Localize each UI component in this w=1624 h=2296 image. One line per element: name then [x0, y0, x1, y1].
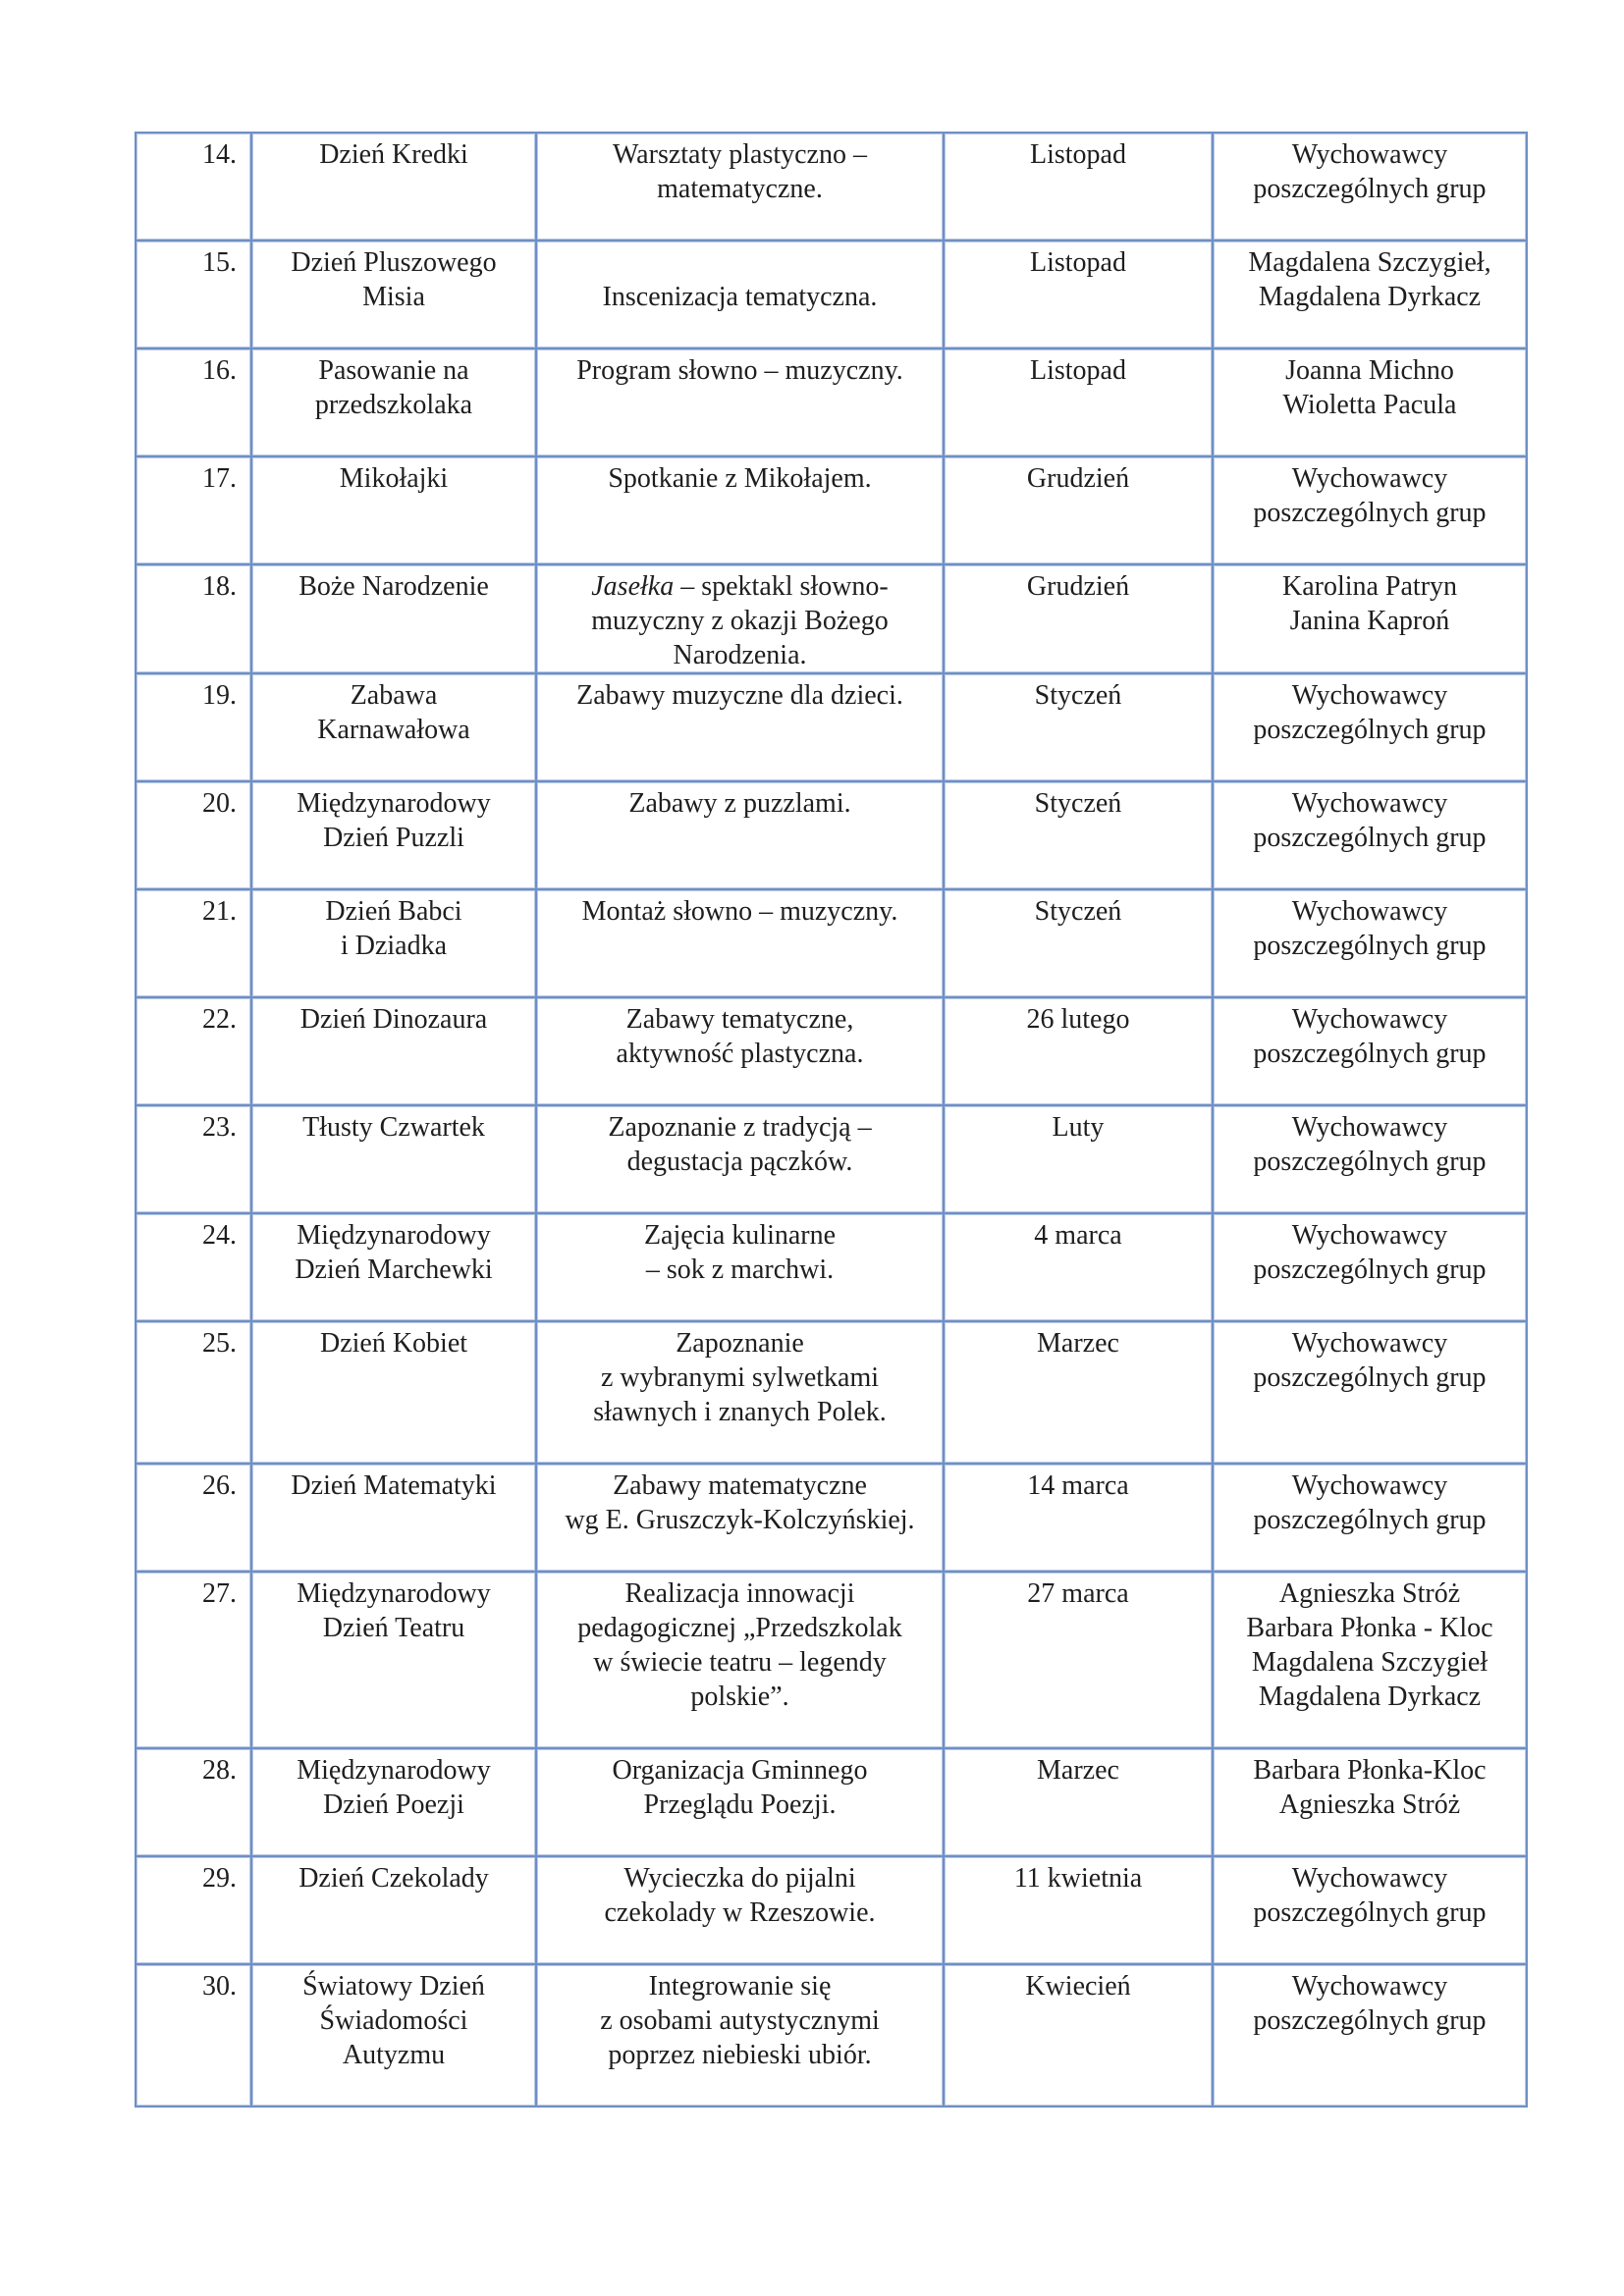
- event-date: Styczeń: [944, 781, 1213, 889]
- activity-description: Warsztaty plastyczno – matematyczne.: [536, 133, 944, 240]
- event-date: Styczeń: [944, 889, 1213, 997]
- activity-description: Zabawy tematyczne, aktywność plastyczna.: [536, 997, 944, 1105]
- activity-title: Jasełka: [591, 571, 675, 602]
- event-date: Styczeń: [944, 673, 1213, 781]
- activity-description: Spotkanie z Mikołajem.: [536, 456, 944, 564]
- event-name: Mikołajki: [251, 456, 536, 564]
- row-number: 20.: [135, 781, 251, 889]
- table-row: [135, 133, 1527, 240]
- event-date: Listopad: [944, 348, 1213, 456]
- event-name: Dzień Babci i Dziadka: [251, 889, 536, 997]
- event-name: Dzień Pluszowego Misia: [251, 240, 536, 348]
- event-name: Dzień Matematyki: [251, 1464, 536, 1572]
- event-date: Luty: [944, 1105, 1213, 1213]
- activity-description: Wycieczka do pijalni czekolady w Rzeszowie.: [536, 1856, 944, 1964]
- event-date: 11 kwietnia: [944, 1856, 1213, 1964]
- event-date: 27 marca: [944, 1572, 1213, 1748]
- responsible-persons: Wychowawcy poszczególnych grup: [1213, 781, 1527, 889]
- event-date: 14 marca: [944, 1464, 1213, 1572]
- event-name: Dzień Dinozaura: [251, 997, 536, 1105]
- event-date: 26 lutego: [944, 997, 1213, 1105]
- table-row: [135, 348, 1527, 456]
- table-row: [135, 1748, 1527, 1856]
- activity-description: Zabawy matematyczne wg E. Gruszczyk-Kolczyńskiej.: [536, 1464, 944, 1572]
- responsible-persons: Karolina Patryn Janina Kaproń: [1213, 564, 1527, 673]
- table-row: [135, 1572, 1527, 1748]
- table-row: [135, 673, 1527, 781]
- event-name: Dzień Kredki: [251, 133, 536, 240]
- activity-description: Program słowno – muzyczny.: [536, 348, 944, 456]
- activity-description: Realizacja innowacji pedagogicznej „Przedszkolak w świecie teatru – legendy polskie”.: [536, 1572, 944, 1748]
- table-row: [135, 564, 1527, 673]
- event-name: Boże Narodzenie: [251, 564, 536, 673]
- responsible-persons: Joanna Michno Wioletta Paculа: [1213, 348, 1527, 456]
- responsible-persons: Wychowawcy poszczególnych grup: [1213, 133, 1527, 240]
- row-number: 22.: [135, 997, 251, 1105]
- activity-description: Montaż słowno – muzyczny.: [536, 889, 944, 997]
- event-name: Międzynarodowy Dzień Teatru: [251, 1572, 536, 1748]
- row-number: 16.: [135, 348, 251, 456]
- event-date: Marzec: [944, 1321, 1213, 1464]
- responsible-persons: Wychowawcy poszczególnych grup: [1213, 1964, 1527, 2107]
- responsible-persons: Agnieszka Stróż Barbara Płonka - Kloc Magdalena Szczygieł Magdalena Dyrkacz: [1213, 1572, 1527, 1748]
- activity-description: [536, 564, 944, 673]
- responsible-persons: Magdalena Szczygieł, Magdalena Dyrkacz: [1213, 240, 1527, 348]
- table-row: [135, 240, 1527, 348]
- row-number: 17.: [135, 456, 251, 564]
- table-row: [135, 1213, 1527, 1321]
- row-number: 15.: [135, 240, 251, 348]
- activity-description: Zabawy z puzzlami.: [536, 781, 944, 889]
- table-row: [135, 1964, 1527, 2107]
- table-row: [135, 456, 1527, 564]
- responsible-persons: Wychowawcy poszczególnych grup: [1213, 673, 1527, 781]
- event-date: Grudzień: [944, 564, 1213, 673]
- event-name: Międzynarodowy Dzień Marchewki: [251, 1213, 536, 1321]
- activity-text: – spektakl słowno- muzyczny z okazji Bożego Narodzenia.: [591, 571, 889, 670]
- row-number: 14.: [135, 133, 251, 240]
- event-name: Pasowanie na przedszkolaka: [251, 348, 536, 456]
- row-number: 24.: [135, 1213, 251, 1321]
- table-row: [135, 997, 1527, 1105]
- row-number: 25.: [135, 1321, 251, 1464]
- table-row: [135, 1105, 1527, 1213]
- events-table: [135, 132, 1528, 2108]
- event-name: Światowy Dzień Świadomości Autyzmu: [251, 1964, 536, 2107]
- event-date: 4 marca: [944, 1213, 1213, 1321]
- event-name: Dzień Czekolady: [251, 1856, 536, 1964]
- activity-description: Organizacja Gminnego Przeglądu Poezji.: [536, 1748, 944, 1856]
- row-number: 30.: [135, 1964, 251, 2107]
- row-number: 26.: [135, 1464, 251, 1572]
- event-name: Zabawa Karnawałowa: [251, 673, 536, 781]
- row-number: 29.: [135, 1856, 251, 1964]
- activity-description: Zapoznanie z wybranymi sylwetkami sławnych i znanych Polek.: [536, 1321, 944, 1464]
- event-date: Listopad: [944, 133, 1213, 240]
- table-row: [135, 1321, 1527, 1464]
- activity-description: Zapoznanie z tradycją – degustacja pączków.: [536, 1105, 944, 1213]
- table-row: [135, 1856, 1527, 1964]
- event-name: Dzień Kobiet: [251, 1321, 536, 1464]
- row-number: 19.: [135, 673, 251, 781]
- responsible-persons: Wychowawcy poszczególnych grup: [1213, 1321, 1527, 1464]
- event-name: Międzynarodowy Dzień Poezji: [251, 1748, 536, 1856]
- row-number: 23.: [135, 1105, 251, 1213]
- event-name: Międzynarodowy Dzień Puzzli: [251, 781, 536, 889]
- row-number: 18.: [135, 564, 251, 673]
- responsible-persons: Wychowawcy poszczególnych grup: [1213, 997, 1527, 1105]
- responsible-persons: Wychowawcy poszczególnych grup: [1213, 889, 1527, 997]
- event-date: Marzec: [944, 1748, 1213, 1856]
- activity-description: Integrowanie się z osobami autystycznymi poprzez niebieski ubiór.: [536, 1964, 944, 2107]
- event-date: Kwiecień: [944, 1964, 1213, 2107]
- responsible-persons: Wychowawcy poszczególnych grup: [1213, 456, 1527, 564]
- responsible-persons: Wychowawcy poszczególnych grup: [1213, 1856, 1527, 1964]
- table-row: [135, 1464, 1527, 1572]
- activity-description: Zabawy muzyczne dla dzieci.: [536, 673, 944, 781]
- table-row: [135, 889, 1527, 997]
- row-number: 21.: [135, 889, 251, 997]
- activity-description: Zajęcia kulinarne – sok z marchwi.: [536, 1213, 944, 1321]
- activity-description: Inscenizacja tematyczna.: [536, 240, 944, 348]
- event-name: Tłusty Czwartek: [251, 1105, 536, 1213]
- responsible-persons: Wychowawcy poszczególnych grup: [1213, 1213, 1527, 1321]
- event-date: Listopad: [944, 240, 1213, 348]
- event-date: Grudzień: [944, 456, 1213, 564]
- row-number: 27.: [135, 1572, 251, 1748]
- table-row: [135, 781, 1527, 889]
- responsible-persons: Wychowawcy poszczególnych grup: [1213, 1105, 1527, 1213]
- responsible-persons: Wychowawcy poszczególnych grup: [1213, 1464, 1527, 1572]
- row-number: 28.: [135, 1748, 251, 1856]
- responsible-persons: Barbara Płonka-Kloc Agnieszka Stróż: [1213, 1748, 1527, 1856]
